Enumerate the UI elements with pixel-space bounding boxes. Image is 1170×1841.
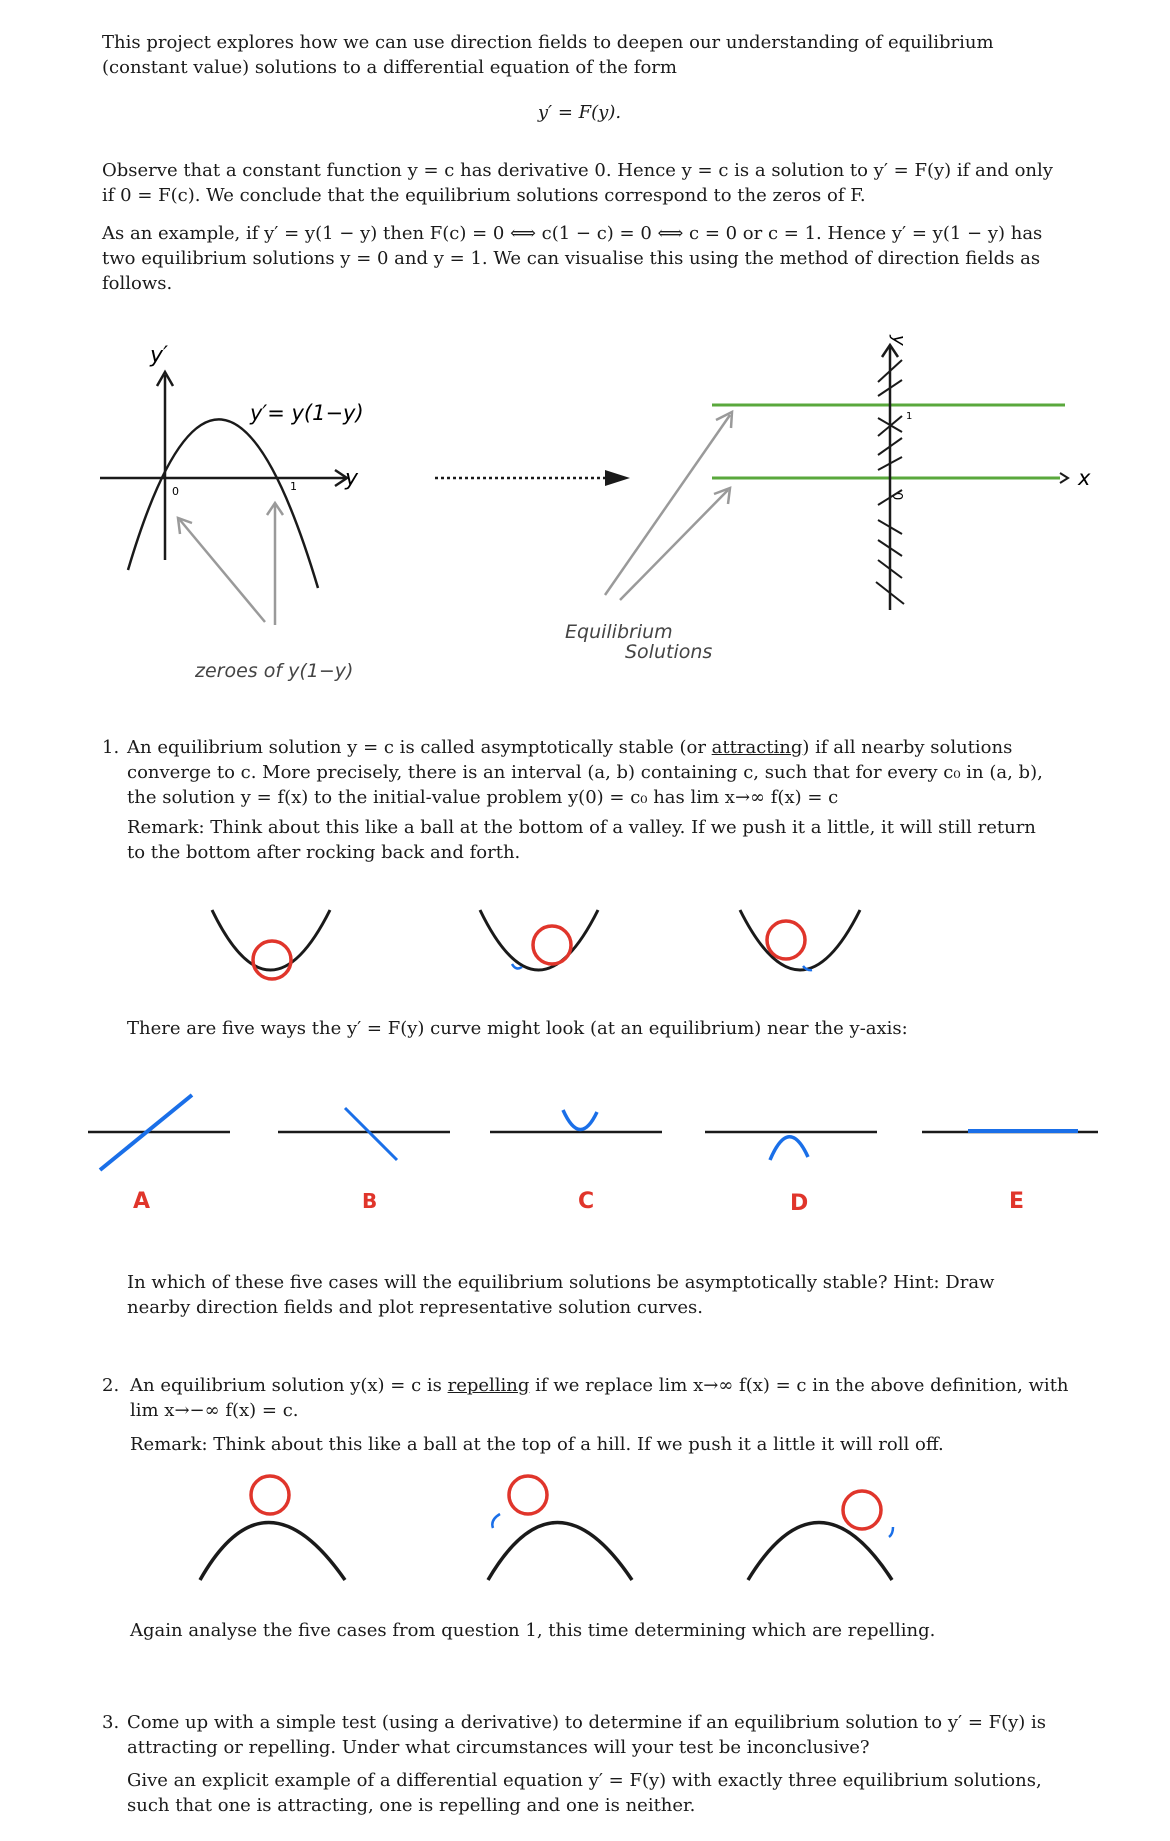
valley-illustrations (0, 900, 1170, 1010)
equilibrium-caption-2: Solutions (625, 641, 713, 663)
intro-paragraph-2: Observe that a constant function y = c has derivative 0. Hence y = c is a solution to y′ = F(y) if and only if 0 = F(c). We conclude that the equilibrium solutions correspond to the zeros of F. (102, 160, 1053, 206)
equilibrium-sketch (0, 320, 1170, 740)
q1-definition (127, 735, 1057, 810)
intro-equation: y′ = F(y). (537, 102, 622, 123)
ball-icon (843, 1491, 881, 1529)
x-axis-label: x (1078, 466, 1091, 490)
q3-test: Come up with a simple test (using a derivative) to determine if an equilibrium solution to y′ = F(y) is attracting or repelling. Under what circumstances will your test be inconclusive? (127, 1712, 1047, 1758)
one-label: 1 (290, 480, 297, 493)
case-d (705, 1132, 877, 1216)
q2-text-after: if we replace lim x→∞ f(x) = c in the above definition, with lim x→−∞ f(x) = c. (130, 1375, 1069, 1421)
ball-icon (251, 1476, 289, 1514)
q2-repelling-term: repelling (447, 1375, 530, 1396)
zero-pointer (180, 520, 265, 622)
hill-2 (488, 1476, 632, 1580)
case-c-label: C (578, 1189, 595, 1214)
q3-number: 3. (102, 1712, 120, 1733)
valley-3 (740, 910, 860, 970)
field-y-label: y (888, 335, 909, 346)
y-axis-label: y (345, 466, 359, 491)
valley-1 (212, 910, 330, 979)
zeros-caption: zeroes of y(1−y) (195, 660, 354, 682)
equilibrium-pointer-one (605, 415, 730, 595)
hill-illustrations (0, 1470, 1170, 1590)
intro-paragraph-1: This project explores how we can use direction fields to deepen our understanding of equilibrium (constant value) solutions to a differential equation of the form (102, 32, 994, 78)
case-e-label: E (1009, 1189, 1025, 1214)
yprime-label: y′ (150, 343, 169, 368)
q1-remark: Remark: Think about this like a ball at the bottom of a valley. If we push it a little, it will still return to the bottom after rocking back and forth. (127, 817, 1036, 863)
case-b-label: B (362, 1189, 378, 1213)
case-c (490, 1110, 662, 1214)
equilibrium-pointer-zero (620, 490, 728, 600)
dotted-arrowhead-icon (605, 470, 630, 486)
x-arrowhead-icon (1060, 473, 1068, 483)
valley-2 (480, 910, 598, 970)
case-d-label: D (790, 1191, 809, 1216)
q1-number: 1. (102, 737, 120, 758)
ball-icon (533, 926, 571, 964)
push-arrow-icon (889, 1527, 893, 1537)
case-b (278, 1108, 450, 1213)
q2-number: 2. (102, 1375, 120, 1396)
q2-question: Again analyse the five cases from question 1, this time determining which are repelling. (130, 1620, 936, 1641)
hill-3 (748, 1491, 893, 1580)
q1-attracting-term: attracting (711, 737, 803, 758)
case-a (88, 1095, 230, 1214)
zero-label: 0 (172, 485, 179, 498)
five-cases (0, 1090, 1170, 1216)
q2-definition (130, 1373, 1085, 1423)
ball-icon (767, 921, 805, 959)
q1-five-ways: There are five ways the y′ = F(y) curve might look (at an equilibrium) near the y-axis: (127, 1018, 908, 1039)
q1-question: In which of these five cases will the equilibrium solutions be asymptotically stable? Hint: Draw nearby direction fields and plot representative solution curves. (127, 1272, 995, 1318)
q1-text-before: An equilibrium solution y = c is called asymptotically stable (or (127, 737, 712, 758)
case-e (922, 1131, 1098, 1214)
hill-1 (200, 1476, 345, 1580)
q2-remark: Remark: Think about this like a ball at the top of a hill. If we push it a little it will roll off. (130, 1434, 944, 1455)
field-zero-label: 0 (889, 492, 904, 501)
equilibrium-caption-1: Equilibrium (565, 621, 673, 643)
intro-paragraph-3: As an example, if y′ = y(1 − y) then F(c) = 0 ⟺ c(1 − c) = 0 ⟺ c = 0 or c = 1. Hence y′ = y(1 − y) has two equilibrium solutions y = 0 and y = 1. We can visualise this using the method of direction fields as follows. (102, 223, 1043, 294)
q1-text-after: ) if all nearby solutions converge to c. More precisely, there is an interval (a, b) containing c, such that for every c₀ in (a, b), the solution y = f(x) to the initial-value problem y(0) = c₀ has lim x→∞ f(x) = c (127, 737, 1043, 808)
parabola-curve (128, 419, 318, 588)
push-arrow-icon (492, 1514, 500, 1528)
case-a-label: A (133, 1189, 151, 1214)
ball-icon (253, 941, 291, 979)
field-one-label: 1 (906, 411, 913, 422)
ball-icon (509, 1476, 547, 1514)
curve-label: y′= y(1−y) (250, 401, 364, 425)
q3-example: Give an explicit example of a differential equation y′ = F(y) with exactly three equilibrium solutions, such that one is attracting, one is repelling and one is neither. (127, 1770, 1042, 1816)
q2-text-before: An equilibrium solution y(x) = c is (130, 1375, 448, 1396)
